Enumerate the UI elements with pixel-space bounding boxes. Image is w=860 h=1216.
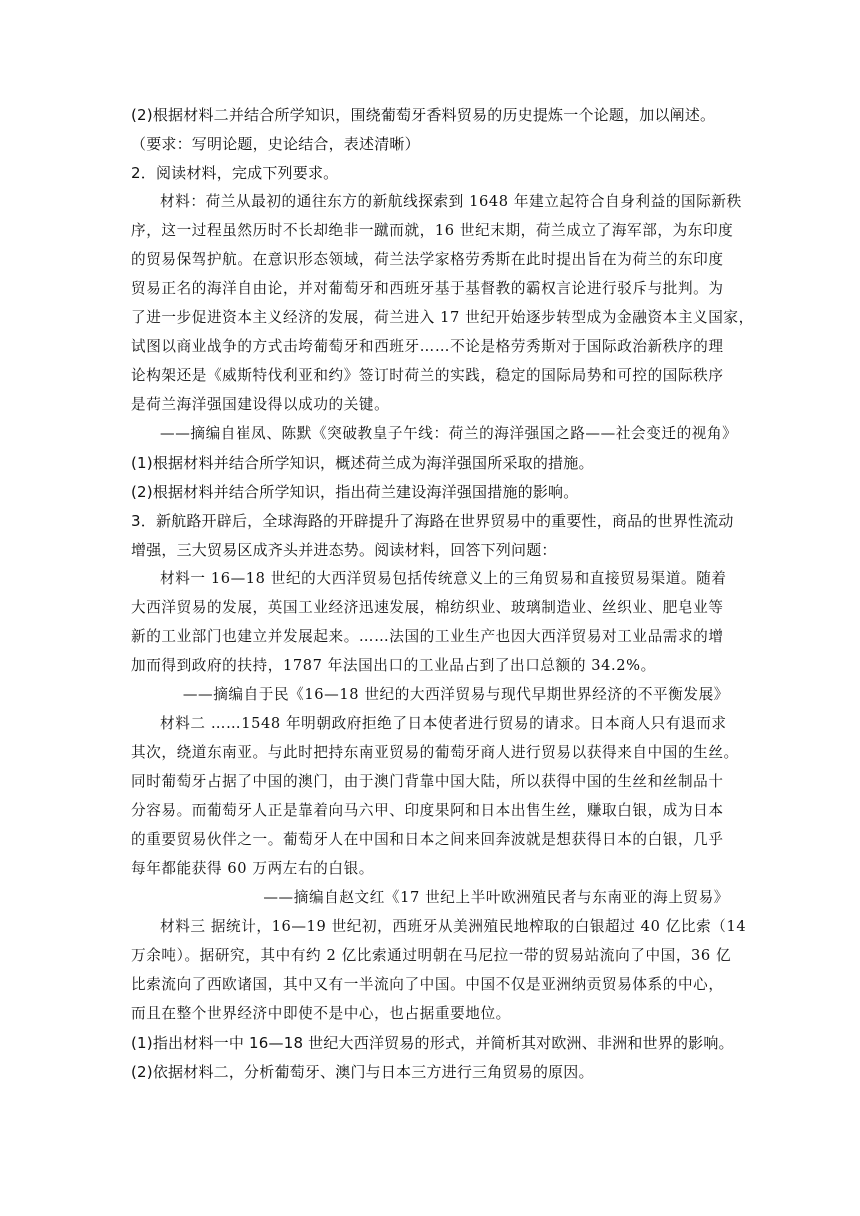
q2-material-line: 材料：荷兰从最初的通往东方的新航线探索到 1648 年建立起符合自身利益的国际新秩 [160, 193, 742, 210]
q2-material-line: 是荷兰海洋强国建设得以成功的关键。 [131, 396, 390, 413]
q3-material-2-line: 的重要贸易伙伴之一。葡萄牙人在中国和日本之间来回奔波就是想获得日本的白银，几乎 [131, 831, 724, 848]
q3-material-1-citation: ——摘编自于民《16—18 世纪的大西洋贸易与现代早期世界经济的不平衡发展》 [182, 686, 729, 703]
q3-material-2-line: 每年都能获得 60 万两左右的白银。 [131, 860, 374, 877]
question-2-part-2: (2)根据材料并结合所学知识，指出荷兰建设海洋强国措施的影响。 [131, 483, 579, 501]
q2-material-line: 贸易正名的海洋自由论，并对葡萄牙和西班牙基于基督教的霸权言论进行驳斥与批判。为 [131, 280, 724, 297]
q2-material-line: 试图以商业战争的方式击垮葡萄牙和西班牙……不论是格劳秀斯对于国际政治新秩序的理 [131, 338, 724, 355]
q3-material-3-line: 比索流向了西欧诸国，其中又有一半流向了中国。中国不仅是亚洲纳贡贸易体系的中心， [131, 976, 724, 993]
q2-material-line: 的贸易保驾护航。在意识形态领域，荷兰法学家格劳秀斯在此时提出旨在为荷兰的东印度 [131, 251, 724, 268]
q3-material-2-line: 其次，绕道东南亚。与此时把持东南亚贸易的葡萄牙商人进行贸易以获得来自中国的生丝。 [131, 744, 739, 761]
q3-material-1-line: 加而得到政府的扶持，1787 年法国出口的工业品占到了出口总额的 34.2%。 [131, 657, 656, 674]
q3-material-3-line: 万余吨）。据研究，其中有约 2 亿比索通过明朝在马尼拉一带的贸易站流向了中国，36 亿 [131, 947, 732, 964]
q3-material-1-line: 大西洋贸易的发展，英国工业经济迅速发展，棉纺织业、玻璃制造业、丝织业、肥皂业等 [131, 599, 724, 616]
question-3-part-2: (2)依据材料二，分析葡萄牙、澳门与日本三方进行三角贸易的原因。 [131, 1063, 594, 1081]
q3-material-1-line: 新的工业部门也建立并发展起来。……法国的工业生产也因大西洋贸易对工业品需求的增 [131, 628, 724, 645]
q3-material-3-line: 材料三 据统计，16—19 世纪初，西班牙从美洲殖民地榨取的白银超过 40 亿比索（14 [160, 918, 747, 935]
question-1-requirement: （要求：写明论题，史论结合，表述清晰） [131, 135, 420, 153]
q2-source-citation: ——摘编自崔凤、陈默《突破教皇子午线：荷兰的海洋强国之路——社会变迁的视角》 [160, 425, 738, 442]
question-2-heading: 2．阅读材料，完成下列要求。 [131, 164, 339, 182]
q3-material-3-line: 而且在整个世界经济中即使不是中心，也占据重要地位。 [131, 1005, 511, 1022]
q3-material-2-citation: ——摘编自赵文红《17 世纪上半叶欧洲殖民者与东南亚的海上贸易》 [263, 889, 729, 906]
q2-material-line: 了进一步促进资本主义经济的发展，荷兰进入 17 世纪开始逐步转型成为金融资本主义国家， [131, 309, 754, 326]
question-3-part-1: (1)指出材料一中 16—18 世纪大西洋贸易的形式，并简析其对欧洲、非洲和世界的影响。 [131, 1034, 734, 1052]
question-3-heading: 增强，三大贸易区成齐头并进态势。阅读材料，回答下列问题： [131, 541, 557, 559]
question-1-part-2: (2)根据材料二并结合所学知识，围绕葡萄牙香料贸易的历史提炼一个论题，加以阐述。 [131, 106, 716, 124]
q3-material-2-line: 分容易。而葡萄牙人正是靠着向马六甲、印度果阿和日本出售生丝，赚取白银，成为日本 [131, 802, 724, 819]
q2-material-line: 论构架还是《威斯特伐利亚和约》签订时荷兰的实践，稳定的国际局势和可控的国际秩序 [131, 367, 724, 384]
q3-material-1-line: 材料一 16—18 世纪的大西洋贸易包括传统意义上的三角贸易和直接贸易渠道。随着 [160, 570, 727, 587]
q3-material-2-line: 同时葡萄牙占据了中国的澳门，由于澳门背靠中国大陆，所以获得中国的生丝和丝制品十 [131, 773, 724, 790]
q3-material-2-line: 材料二 ……1548 年明朝政府拒绝了日本使者进行贸易的请求。日本商人只有退而求 [160, 715, 727, 732]
question-3-heading: 3．新航路开辟后，全球海路的开辟提升了海路在世界贸易中的重要性，商品的世界性流动 [131, 512, 734, 530]
q2-material-line: 序，这一过程虽然历时不长却绝非一蹴而就，16 世纪末期，荷兰成立了海军部，为东印度 [131, 222, 734, 239]
question-2-part-1: (1)根据材料并结合所学知识，概述荷兰成为海洋强国所采取的措施。 [131, 454, 594, 472]
